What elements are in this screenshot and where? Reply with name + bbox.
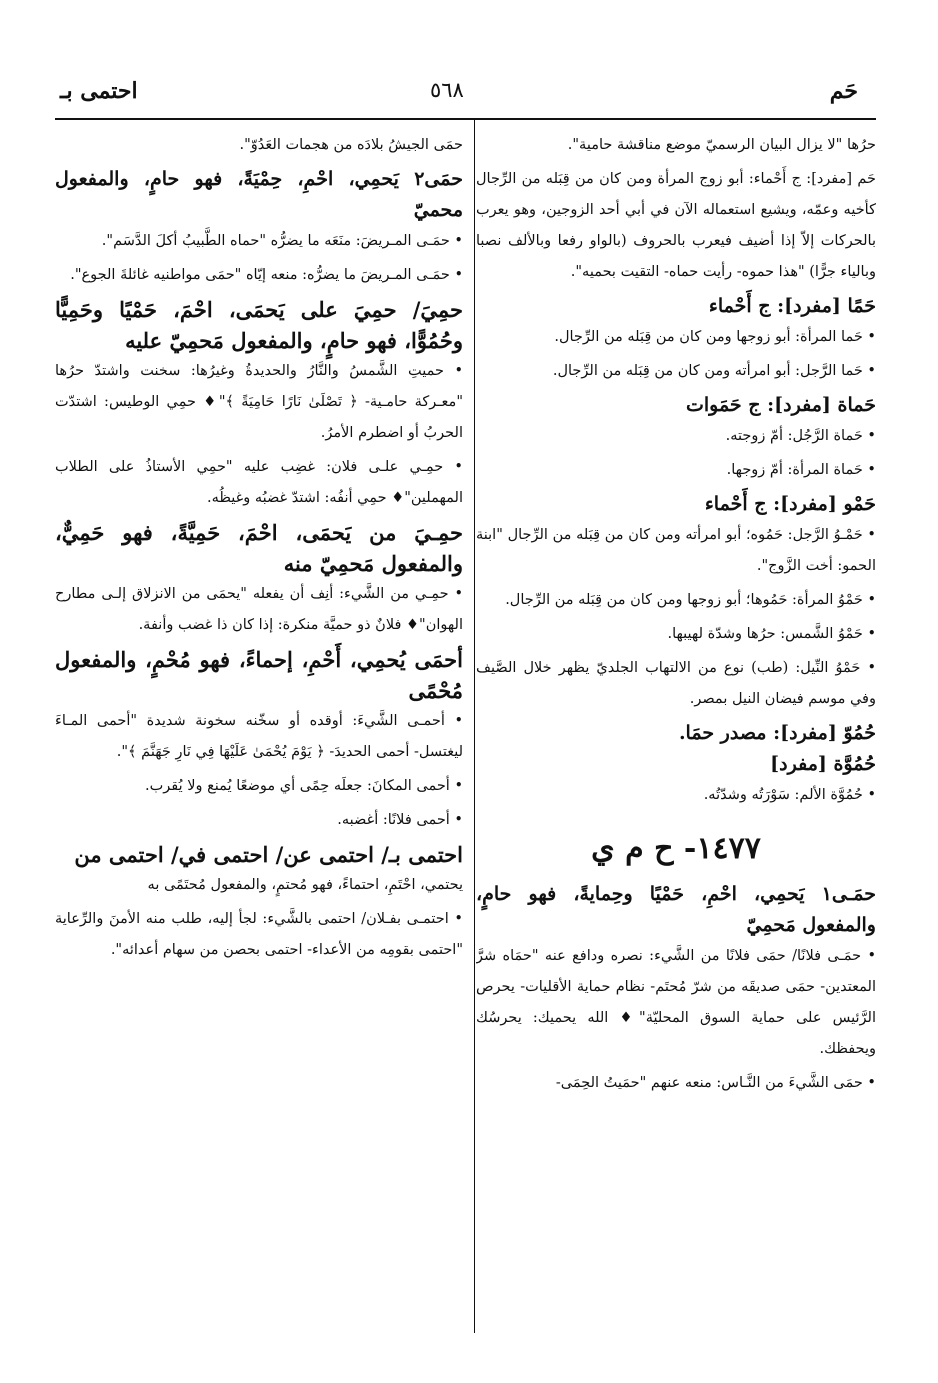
- headword-line: حَماة [مفرد]: ج حَمَوات: [685, 394, 876, 416]
- entry-text: حمَى الجيشُ بلادَه من هجمات العَدُوّ".: [239, 137, 463, 153]
- header-left-word: احتمى بـ: [60, 78, 138, 104]
- entry-text: • حَماة الرَّجُل: أمّ زوجته.: [725, 428, 876, 444]
- headword-line: حمِيَ/ حمِيَ على يَحمَى، احْمَ، حَمْيًا وحَمِيًّا وحُمُوًّا، فهو حامٍ، والمفعول مَحمِيّ عليه: [55, 297, 463, 353]
- headword-line: حَمْو [مفرد]: ج أَحْماء: [704, 493, 876, 515]
- entry-text: • حَما المرأة: أبو زوجها ومن كان من قِبَله من الرِّجال.: [554, 329, 876, 345]
- entry-text: • أحمى فلانًا: أغضبه.: [337, 812, 463, 828]
- entry-text: • حُمُوَّة الألم: سَوْرَتُه وشدّتُه.: [703, 787, 876, 803]
- header-right-word: حَم: [829, 78, 858, 104]
- headword-line: حمَـى١ يَحمِي، احْمِ، حَمْيًا وحِمايةً، فهو حامٍ، والمفعول مَحمِيّ: [476, 883, 876, 936]
- page-number: ٥٦٨: [430, 78, 464, 102]
- entry-text: • أحمـى الشَّيءَ: أوقده أو سخّنه سخونة شديدة "أحمى المـاءَ ليغتسل- أحمى الحديدَ- ﴿ يَوْمَ يُحْمَىٰ عَلَيْهَا فِي نَارِ جَهَنَّمَ ﴾".: [55, 713, 463, 760]
- left-column: [55, 130, 463, 1330]
- headword-line: حُمُوَّة [مفرد]: [770, 753, 876, 775]
- entry-text: • حمَـى المـريضَ: منَعَه ما يضرُّه "حماه الطَّبيبُ أكلَ الدَّسَم".: [101, 233, 463, 249]
- headword-line: حُمُوّ [مفرد]: مصدر حمَا.: [678, 722, 876, 744]
- headword-line: احتمى بـ/ احتمى عن/ احتمى في/ احتمى من: [74, 842, 463, 867]
- entry-text: • حَمْـوُ الرَّجل: حَمُوه؛ أبو امرأته ومن كان من قِبَله من الرِّجال "ابنة الحمو: أخت الزَّوج".: [476, 527, 876, 574]
- entry-text: حرُها "لا يزال البيان الرسميّ موضع مناقشة حامية".: [567, 137, 876, 153]
- entry-text: • حمَـى المـريضَ ما يضرُّه: منعه إيّاه "حمَى مواطنيه غائلةَ الجوع".: [70, 267, 463, 283]
- entry-text: • حمَى الشَّيءَ من النَّـاس: منعه عنهم "حمَيتُ الحِمَى-: [555, 1075, 876, 1091]
- entry-text: • حَماة المرأة: أمّ زوجها.: [726, 462, 876, 478]
- headword-line: حمِـيَ من يَحمَى، احْمَ، حَمِيَّةً، فهو حَمِيٌّ، والمفعول مَحمِيّ منه: [55, 520, 463, 576]
- entry-text: • حَمْوُ المرأة: حَمُوها؛ أبو زوجها ومن كان من قِبَله من الرِّجال.: [505, 592, 876, 608]
- entry-text: • احتمـى بفـلان/ احتمى بالشَّيء: لجأ إليه، طلب منه الأمنَ والرِّعاية "احتمى بقومِه من الأعداء- احتمى بحصن من سهام أعدائه".: [55, 911, 463, 958]
- entry-text: • حمِـي من الشَّيء: أنِف أن يفعله "يحمَى من الانزلاق إلـى مطارح الهوان"♦ فلانٌ ذو حميَّة منكرة: إذا كان ذا غضب وأنفة.: [55, 586, 463, 633]
- entry-text: يحتمي، احْتَمِ، احتماءً، فهو مُحتمٍ، والمفعول مُحتَمًى به: [147, 877, 463, 893]
- headword-line: حمَى٢ يَحمِي، احْمِ، حِمْيَةً، فهو حامٍ، والمفعول محميّ: [55, 168, 463, 221]
- entry-text: حَم [مفرد]: ج أَحْماء: أبو زوج المرأة ومن كان من قِبَله من الرِّجال كأخيه وعمّه، ويشيع استعماله الآن في أبي أحد الزوجين، وهو يعرب بالحركات إلاّ إذا أضيف فيعرب بالحروف (بالواو رفعا وبالألف نصبا وبالياء جرًّا) "هذا حموه- رأيت حماه- التقيت بحميه".: [476, 171, 876, 280]
- column-divider: [474, 118, 475, 1333]
- entry-text: • حَمْوُ الشَّمس: حرُها وشدّة لهيبها.: [667, 626, 876, 642]
- entry-text: • حمَـى فلانًا/ حمَى فلانًا من الشَّيء: نصره ودافع عنه "حمَاه شرَّ المعتدين- حمَى صديقَه من شرّ مُحتَم- نظام حماية الأقليات- يحرص الرَّئيس على حماية السوق المحليّة"♦ الله يحميك: يحرسُك ويحفظك.: [476, 948, 876, 1057]
- headword-line: أحمَى يُحمِي، أَحْمِ، إحماءً، فهو مُحْمٍ، والمفعول مُحْمًى: [55, 647, 463, 703]
- header-rule: [55, 118, 876, 120]
- right-column: [476, 130, 876, 1330]
- headword-line: حَمًا [مفرد]: ج أَحْماء: [708, 295, 876, 317]
- entry-text: • حَمْوُ النِّيل: (طب) نوع من الالتهاب الجلديّ يظهر خلال الصَّيف وفي موسم فيضان النيل بمصر.: [476, 660, 876, 707]
- entry-text: • حمِـي علـى فلان: غضِب عليه "حمِي الأستاذُ على الطلاب المهملين"♦ حمِي أنفُه: اشتدّ غضبُه وغيظُه.: [55, 459, 463, 506]
- entry-text: • حَما الرَّجل: أبو امرأته ومن كان من قِبَله من الرِّجال.: [552, 363, 876, 379]
- entry-text: • حميتِ الشَّمسُ والنَّارُ والحديدةُ وغيرُها: سخنت واشتدّ حرُها "معـركة حامـية- ﴿ تَصْلَىٰ نَارًا حَامِيَةً ﴾"♦ حمِي الوطيس: اشتدّت الحربُ أو اضطرم الأمرُ.: [55, 363, 463, 441]
- entry-text: • أحمى المكانَ: جعلَه حِمًى أي موضعًا يُمنع ولا يُقرب.: [144, 778, 463, 794]
- root-heading: ١٤٧٧- ح م ي: [591, 831, 761, 866]
